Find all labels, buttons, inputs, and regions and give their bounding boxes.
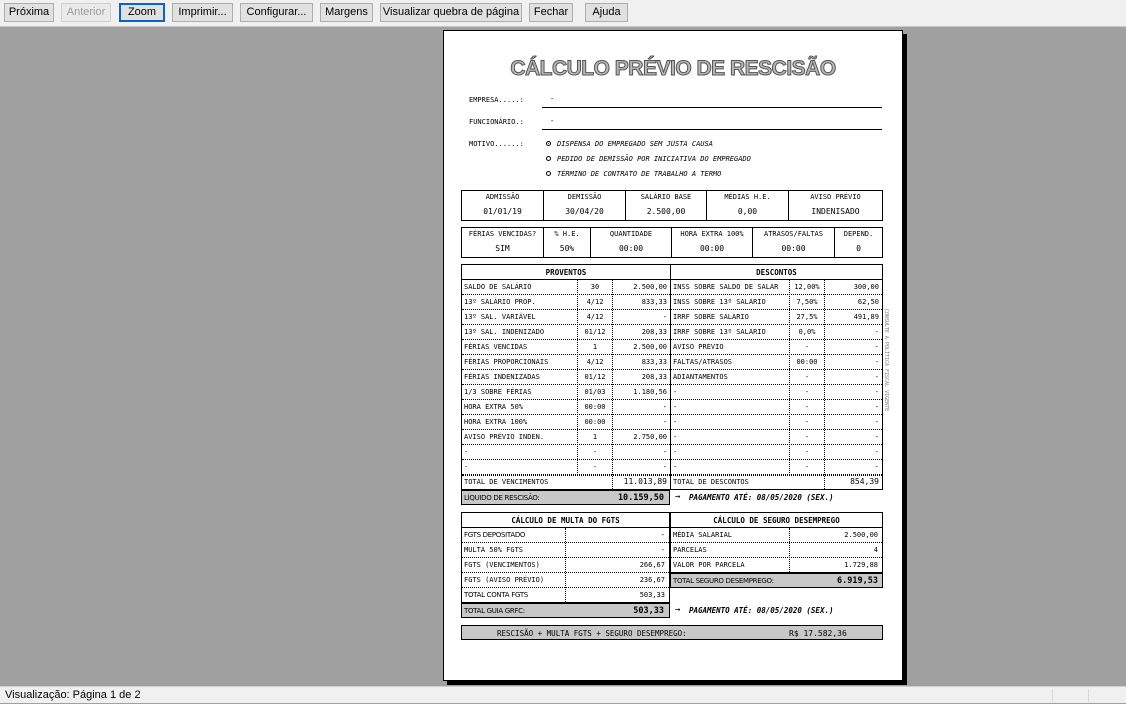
provento-value: 208,33 bbox=[641, 373, 667, 381]
provento-ref: 00:00 bbox=[584, 418, 606, 426]
provento-value: - bbox=[662, 403, 667, 411]
salario-base-header: SALÁRIO BASE bbox=[640, 193, 692, 201]
provento-desc: SALDO DE SALÁRIO bbox=[464, 283, 532, 291]
desconto-ref: - bbox=[804, 433, 810, 441]
demissao-value: 30/04/20 bbox=[565, 207, 604, 216]
fgts-box bbox=[461, 512, 670, 603]
desconto-ref: 12,00% bbox=[794, 283, 820, 291]
fgts-total-box bbox=[461, 603, 670, 618]
desconto-ref: 0,0% bbox=[798, 328, 816, 336]
row-separator bbox=[462, 324, 882, 325]
motivo-option-1: DISPENSA DO EMPREGADO SEM JUSTA CAUSA bbox=[557, 140, 713, 148]
desconto-desc: INSS SOBRE SALDO DE SALÁR bbox=[673, 283, 779, 291]
provento-desc: 13º SALÁRIO PROP. bbox=[464, 298, 536, 306]
fgts-row-value: 503,33 bbox=[639, 591, 665, 599]
provento-ref: 01/12 bbox=[584, 373, 606, 381]
empresa-label: EMPRESA.....: bbox=[469, 96, 524, 104]
contract-info-box bbox=[461, 190, 883, 221]
earnings-deductions-table bbox=[461, 264, 883, 490]
close-button[interactable]: Fechar bbox=[529, 3, 573, 22]
arrow-icon: → bbox=[675, 492, 681, 502]
desconto-ref: - bbox=[804, 448, 810, 456]
seguro-box bbox=[670, 512, 883, 573]
hora-extra-100-value: 00:00 bbox=[699, 244, 725, 253]
provento-desc: 13º SAL. INDENIZADO bbox=[464, 328, 545, 336]
pagamento-date-1: PAGAMENTO ATÉ: 08/05/2020 (SEX.) bbox=[689, 493, 834, 502]
ferias-vencidas-header: FÉRIAS VENCIDAS? bbox=[468, 230, 537, 238]
desconto-ref: - bbox=[804, 403, 810, 411]
provento-ref: 1 bbox=[592, 433, 598, 441]
atrasos-faltas-value: 00:00 bbox=[781, 244, 806, 253]
status-bar bbox=[0, 686, 1126, 703]
provento-desc: - bbox=[464, 463, 469, 471]
empresa-value: - bbox=[550, 95, 555, 103]
provento-value: 833,33 bbox=[641, 358, 667, 366]
desconto-value: 491,89 bbox=[853, 313, 879, 321]
desconto-desc: - bbox=[673, 463, 678, 471]
fgts-row-label: MULTA 50% FGTS bbox=[464, 546, 524, 554]
provento-value: 1.180,56 bbox=[633, 388, 667, 396]
desconto-value: - bbox=[874, 463, 879, 471]
row-separator bbox=[671, 557, 882, 558]
provento-value: 2.500,00 bbox=[633, 283, 667, 291]
row-separator bbox=[462, 399, 882, 400]
seguro-total-box bbox=[670, 573, 883, 588]
fgts-row-label: TOTAL CONTA FGTS bbox=[464, 591, 528, 599]
arrow-icon-2: → bbox=[675, 605, 681, 615]
seguro-total-label: TOTAL SEGURO DESEMPREGO: bbox=[673, 577, 774, 585]
total-descontos-label: TOTAL DE DESCONTOS bbox=[673, 478, 749, 486]
provento-ref: - bbox=[592, 448, 598, 456]
provento-desc: FÉRIAS INDENIZADAS bbox=[464, 373, 540, 381]
desconto-desc: IRRF SOBRE 13º SALÁRIO bbox=[673, 328, 766, 336]
desconto-value: - bbox=[874, 433, 879, 441]
total-vencimentos-label: TOTAL DE VENCIMENTOS bbox=[464, 478, 549, 486]
ferias-vencidas-value: SIM bbox=[495, 244, 510, 253]
seguro-total-value: 6.919,53 bbox=[837, 576, 878, 586]
desconto-desc: - bbox=[673, 418, 678, 426]
row-separator bbox=[462, 339, 882, 340]
grand-total-box bbox=[461, 625, 883, 640]
fgts-total-label: TOTAL GUIA GRFC: bbox=[464, 607, 525, 615]
provento-ref: 01/12 bbox=[584, 328, 606, 336]
provento-desc: FÉRIAS PROPORCIONAIS bbox=[464, 358, 549, 366]
seguro-row-label: PARCELAS bbox=[673, 546, 707, 554]
next-page-button[interactable]: Próxima bbox=[4, 3, 54, 22]
print-button[interactable]: Imprimir... bbox=[172, 3, 233, 22]
row-separator bbox=[462, 459, 882, 460]
provento-desc: - bbox=[464, 448, 469, 456]
desconto-desc: - bbox=[673, 388, 678, 396]
motivo-radio-1 bbox=[546, 141, 551, 146]
row-separator bbox=[462, 429, 882, 430]
desconto-value: - bbox=[874, 328, 879, 336]
fgts-row-value: 236,67 bbox=[639, 576, 665, 584]
hora-extra-100-header: HORA EXTRA 100% bbox=[680, 230, 744, 238]
desconto-ref: - bbox=[804, 343, 810, 351]
provento-desc: AVISO PRÉVIO INDEN. bbox=[464, 433, 545, 441]
quantidade-value: 00:00 bbox=[618, 244, 644, 253]
aviso-previo-value: INDENISADO bbox=[811, 207, 860, 216]
total-descontos-value: 854,39 bbox=[850, 477, 879, 486]
funcionario-label: FUNCIONÁRIO.: bbox=[469, 118, 524, 126]
fgts-row-label: FGTS (VENCIMENTOS) bbox=[464, 561, 540, 569]
status-text: Visualização: Página 1 de 2 bbox=[5, 689, 141, 701]
desconto-value: - bbox=[874, 343, 879, 351]
desconto-value: - bbox=[874, 358, 879, 366]
fgts-row-label: FGTS DEPOSITADO bbox=[464, 531, 526, 539]
previous-page-button[interactable]: Anterior bbox=[61, 3, 111, 22]
salario-base-value: 2.500,00 bbox=[646, 207, 686, 216]
empresa-underline bbox=[542, 107, 882, 108]
row-separator bbox=[462, 414, 882, 415]
desconto-desc: INSS SOBRE 13º SALÁRIO bbox=[673, 298, 766, 306]
fgts-row-value: - bbox=[660, 531, 665, 539]
desconto-desc: FALTAS/ATRASOS bbox=[673, 358, 733, 366]
zoom-button[interactable]: Zoom bbox=[119, 3, 165, 22]
desconto-value: 300,00 bbox=[853, 283, 879, 291]
status-divider bbox=[1088, 689, 1089, 702]
admissao-header: ADMISSÃO bbox=[485, 193, 520, 201]
fgts-row-value: - bbox=[660, 546, 665, 554]
desconto-desc: - bbox=[673, 403, 678, 411]
extras-info-box bbox=[461, 227, 883, 258]
desconto-ref: - bbox=[804, 388, 810, 396]
desconto-value: - bbox=[874, 448, 879, 456]
liquido-value: 10.159,50 bbox=[617, 493, 664, 503]
report-title: CÁLCULO PRÉVIO DE RESCISÃO bbox=[510, 57, 836, 80]
liquido-label: LÍQUIDO DE RESCISÃO: bbox=[464, 494, 540, 502]
desconto-desc: ADIANTAMENTOS bbox=[673, 373, 728, 381]
motivo-label: MOTIVO......: bbox=[469, 140, 524, 148]
liquido-box bbox=[461, 490, 670, 505]
total-vencimentos-value: 11.013,89 bbox=[623, 477, 667, 486]
fgts-total-value: 503,33 bbox=[633, 606, 664, 616]
provento-ref: 1 bbox=[592, 343, 598, 351]
row-separator bbox=[671, 542, 882, 543]
motivo-radio-2 bbox=[546, 156, 551, 161]
provento-ref: 30 bbox=[590, 283, 600, 291]
desconto-value: - bbox=[874, 418, 879, 426]
desconto-ref: 27,5% bbox=[796, 313, 818, 321]
row-separator bbox=[462, 444, 882, 445]
motivo-option-2: PEDIDO DE DEMISSÃO POR INICIATIVA DO EMPREGADO bbox=[557, 155, 751, 163]
side-note bbox=[882, 277, 890, 447]
seguro-row-value: 1.729,88 bbox=[844, 561, 878, 569]
provento-value: 833,33 bbox=[641, 298, 667, 306]
demissao-header: DEMISSÃO bbox=[567, 193, 602, 201]
help-button[interactable]: Ajuda bbox=[585, 3, 628, 22]
provento-ref: 4/12 bbox=[586, 298, 604, 306]
desconto-ref: 7,50% bbox=[796, 298, 818, 306]
row-separator bbox=[462, 309, 882, 310]
provento-desc: FÉRIAS VENCIDAS bbox=[464, 343, 528, 351]
provento-desc: HORA EXTRA 50% bbox=[464, 403, 524, 411]
percent-he-header: % H.E. bbox=[554, 230, 580, 238]
seguro-header: CÁLCULO DE SEGURO DESEMPREGO bbox=[713, 516, 840, 525]
pagamento-date-2: PAGAMENTO ATÉ: 08/05/2020 (SEX.) bbox=[689, 606, 834, 615]
desconto-desc: AVISO PRÉVIO bbox=[673, 343, 724, 351]
fgts-row-label: FGTS (AVISO PRÉVIO) bbox=[464, 576, 545, 584]
seguro-row-value: 2.500,00 bbox=[844, 531, 878, 539]
medias-he-value: 0,00 bbox=[737, 207, 758, 216]
fgts-header: CÁLCULO DE MULTA DO FGTS bbox=[511, 516, 620, 525]
desconto-value: - bbox=[874, 373, 879, 381]
desconto-value: - bbox=[874, 388, 879, 396]
dependentes-value: 0 bbox=[856, 244, 861, 253]
page-break-preview-button[interactable]: Visualizar quebra de página bbox=[380, 3, 522, 22]
row-separator bbox=[462, 354, 882, 355]
atrasos-faltas-header: ATRASOS/FALTAS bbox=[763, 230, 823, 238]
provento-value: - bbox=[662, 313, 667, 321]
provento-value: - bbox=[662, 463, 667, 471]
desconto-desc: - bbox=[673, 448, 678, 456]
provento-ref: - bbox=[592, 463, 598, 471]
provento-ref: 4/12 bbox=[586, 358, 604, 366]
desconto-value: - bbox=[874, 403, 879, 411]
row-separator bbox=[462, 369, 882, 370]
proventos-header: PROVENTOS bbox=[545, 268, 587, 277]
desconto-desc: IRRF SOBRE SALÁRIO bbox=[673, 313, 749, 321]
print-preview-toolbar bbox=[0, 0, 1126, 27]
provento-desc: 13º SAL. VARIÁVEL bbox=[464, 313, 536, 321]
provento-ref: 00:00 bbox=[584, 403, 606, 411]
provento-ref: 4/12 bbox=[586, 313, 604, 321]
fgts-row-value: 266,67 bbox=[639, 561, 665, 569]
descontos-header: DESCONTOS bbox=[756, 268, 797, 277]
aviso-previo-header: AVISO PRÉVIO bbox=[810, 193, 861, 201]
configure-button[interactable]: Configurar... bbox=[240, 3, 313, 22]
percent-he-value: 50% bbox=[559, 244, 575, 253]
desconto-ref: - bbox=[804, 463, 810, 471]
provento-ref: 01/03 bbox=[584, 388, 606, 396]
row-separator bbox=[462, 384, 882, 385]
desconto-ref: 00:00 bbox=[796, 358, 818, 366]
provento-desc: HORA EXTRA 100% bbox=[464, 418, 528, 426]
provento-value: - bbox=[662, 418, 667, 426]
margins-button[interactable]: Margens bbox=[320, 3, 373, 22]
side-note-text: CONSULTE A POLÍTICA FISCAL VIGENTE bbox=[883, 308, 889, 412]
medias-he-header: MÉDIAS H.E. bbox=[724, 193, 771, 201]
provento-value: 2.750,00 bbox=[633, 433, 667, 441]
grand-total-value: R$ 17.582,36 bbox=[789, 629, 847, 638]
desconto-desc: - bbox=[673, 433, 678, 441]
grand-total-label: RESCISÃO + MULTA FGTS + SEGURO DESEMPREGO: bbox=[497, 629, 687, 638]
provento-value: 2.500,00 bbox=[633, 343, 667, 351]
admissao-value: 01/01/19 bbox=[483, 207, 522, 216]
provento-value: 208,33 bbox=[641, 328, 667, 336]
dependentes-header: DEPEND. bbox=[843, 230, 874, 238]
funcionario-value: - bbox=[550, 117, 555, 125]
desconto-value: 62,50 bbox=[857, 298, 879, 306]
provento-value: - bbox=[662, 448, 667, 456]
desconto-ref: - bbox=[804, 373, 810, 381]
funcionario-underline bbox=[542, 129, 882, 130]
quantidade-header: QUANTIDADE bbox=[609, 230, 653, 238]
status-divider bbox=[1052, 689, 1053, 702]
row-separator bbox=[462, 294, 882, 295]
seguro-row-label: MÉDIA SALARIAL bbox=[673, 531, 733, 539]
motivo-option-3: TÉRMINO DE CONTRATO DE TRABALHO A TERMO bbox=[557, 170, 722, 178]
provento-desc: 1/3 SOBRE FÉRIAS bbox=[464, 388, 532, 396]
desconto-ref: - bbox=[804, 418, 810, 426]
motivo-radio-3 bbox=[546, 171, 551, 176]
seguro-row-value: 4 bbox=[873, 546, 878, 554]
report-page bbox=[443, 30, 903, 681]
seguro-row-label: VALOR POR PARCELA bbox=[673, 561, 745, 569]
